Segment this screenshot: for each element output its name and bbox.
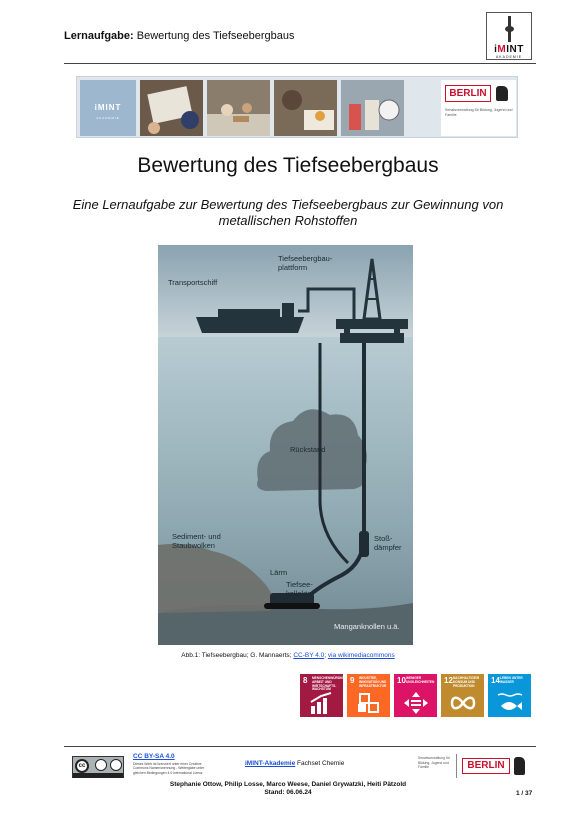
ship-deck [218, 309, 280, 317]
sdg-number: 10 [397, 676, 406, 685]
label-platform: Tiefseebergbau-plattform [278, 254, 333, 272]
caption-source-link[interactable]: via wikimediacommons [327, 652, 395, 659]
label-ship: Transportschiff [168, 278, 218, 287]
sdg-label: NACHHALTIGE/R KONSUM UND PRODUKTION [453, 676, 480, 688]
deep-sea-mining-illustration [158, 245, 413, 645]
berlin-bear-icon [496, 86, 508, 101]
label-sediment: Sediment- und Staubwolken [172, 532, 221, 550]
berlin-wordmark: BERLIN [445, 85, 491, 102]
license-text: Dieses Werk ist lizenziert unter einer Creative Commons Namensnennung - Weitergabe unter gleichen Bedingungen 4.0 International Lizenz [133, 762, 205, 775]
cubes-icon [356, 692, 382, 714]
imint-logo [486, 12, 532, 60]
sdg-number: 9 [350, 676, 355, 685]
fish-icon [497, 692, 523, 714]
label-damper: Stoß-dämpfer [374, 534, 402, 552]
figure-caption [0, 652, 576, 659]
academy-link[interactable]: iMINT-Akademie [245, 760, 296, 767]
cc-license-badge[interactable] [72, 756, 124, 778]
banner-photo-2 [207, 80, 270, 136]
ship-hull [196, 317, 304, 333]
page-number: 1 / 37 [516, 790, 533, 797]
label-residue: Rückstand [290, 445, 326, 454]
sdg-tile-9 [347, 674, 390, 717]
sdg-number: 14 [491, 676, 500, 685]
imint-logo-text: iMINT [494, 44, 524, 55]
sdg-label: WENIGER UNGLEICHHEITEN [406, 676, 435, 684]
sdg-tile-12 [441, 674, 484, 717]
sdg-label: INDUSTRIE, INNOVATION UND INFRASTRUKTUR [359, 676, 387, 688]
label-nodules: Manganknollen u.ä. [334, 622, 400, 631]
document-date: Stand: 06.06.24 [264, 789, 312, 796]
header-label: Lernaufgabe: [64, 30, 134, 42]
equality-arrows-icon [403, 692, 429, 714]
header-divider [64, 63, 536, 64]
berlin-senate-text: Senatsverwaltung für Bildung, Jugend und Familie [445, 108, 513, 117]
ship-bridge [282, 303, 294, 317]
sdg-tile-10 [394, 674, 437, 717]
footer-academy [245, 760, 344, 767]
by-icon [95, 759, 107, 771]
footer-senate-text: Senatsverwaltung für Bildung, Jugend und Familie [418, 756, 450, 769]
authors-names: Stephanie Ottow, Philip Losse, Marco Weese, Daniel Grywatzki, Heiti Pätzold [169, 781, 407, 788]
label-noise: Lärm [270, 568, 288, 577]
banner-photo-4 [341, 80, 404, 136]
cc-badge-bar [73, 773, 123, 778]
infinity-loop-icon [450, 692, 476, 714]
banner-photo-1 [140, 80, 203, 136]
tv-tower-sphere [505, 26, 514, 32]
growth-chart-icon [309, 692, 335, 714]
caption-license-link[interactable]: CC-BY 4.0 [293, 652, 325, 659]
sdg-number: 12 [444, 676, 453, 685]
label-collector: Tiefsee-kollektor [286, 580, 314, 598]
sdg-tile-14 [488, 674, 531, 717]
banner-logo-text: iMINT [94, 103, 122, 112]
header-doc-name: Bewertung des Tiefseebergbaus [136, 30, 295, 42]
sa-icon [110, 759, 122, 771]
banner [76, 76, 518, 138]
sdg-number: 8 [303, 676, 308, 685]
berlin-senate-logo [441, 80, 516, 136]
caption-text: Abb.1: Tiefseebergbau; G. Mannaerts; [181, 652, 292, 659]
footer-berlin-wordmark: BERLIN [462, 758, 510, 774]
sdg-label: MENSCHENWÜRDIGE ARBEIT UND WIRTSCHAFTS-WACHSTUM [312, 676, 346, 692]
banner-photo-3 [274, 80, 337, 136]
footer-berlin-bear-icon [514, 757, 525, 775]
footer-separator [456, 754, 457, 778]
banner-logo-subtext: AKADEMIE [96, 116, 120, 120]
academy-subject: Fachset Chemie [297, 760, 345, 767]
imint-logo-subtext: AKADEMIE [495, 55, 523, 59]
page-title: Bewertung des Tiefseebergbaus [137, 154, 439, 177]
banner-logo-tile [80, 80, 136, 136]
header-title [64, 30, 295, 42]
cc-icon: cc [75, 759, 89, 773]
sdg-label: LEBEN UNTER WASSER [500, 676, 523, 684]
footer-divider [64, 746, 536, 747]
sdg-tile-8 [300, 674, 346, 717]
shock-damper [359, 531, 369, 557]
caption-separator: ; [324, 652, 327, 659]
page-subtitle: Eine Lernaufgabe zur Bewertung des Tiefseebergbaus zur Gewinnung von metallischen Rohstoffen [72, 197, 504, 228]
license-link[interactable]: CC BY-SA 4.0 [133, 753, 175, 760]
footer-authors [0, 781, 576, 797]
